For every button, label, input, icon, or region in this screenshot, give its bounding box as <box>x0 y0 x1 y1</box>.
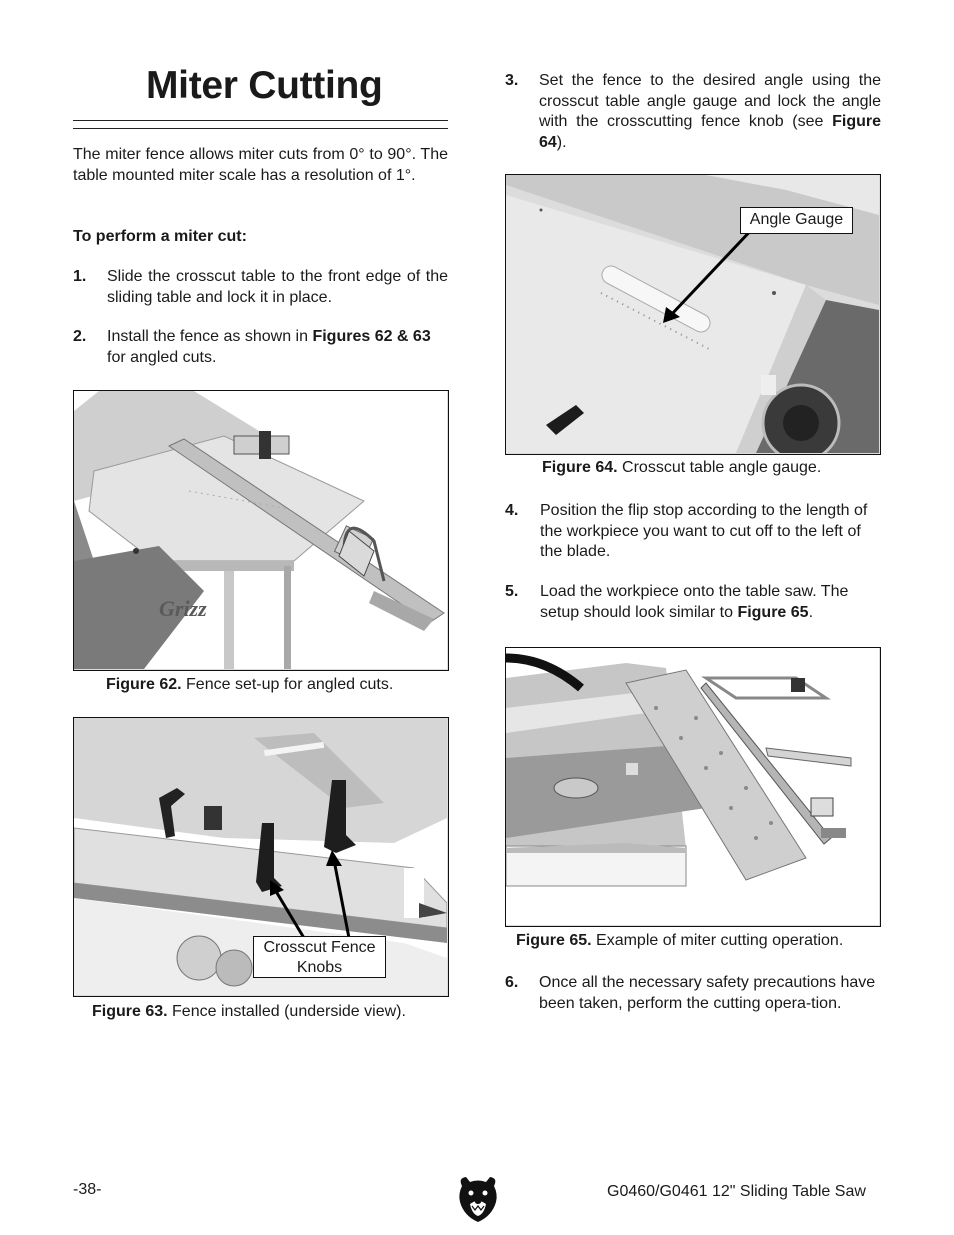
step-text: Load the workpiece onto the table saw. The setup should look similar to Figure 65. <box>540 583 849 621</box>
figure-reference: Figure 65 <box>737 603 809 621</box>
step-text: Install the fence as shown in Figures 62 & 63 for angled cuts. <box>107 328 431 366</box>
brand-lettering: Grizz <box>159 596 207 621</box>
step-number: 5. <box>505 583 519 600</box>
step-text: Position the flip stop according to the length of the workpiece you want to cut off to the left of the blade. <box>540 502 868 560</box>
step-number: 6. <box>505 974 519 991</box>
figure-64-caption: Figure 64. Crosscut table angle gauge. <box>542 459 822 476</box>
figure-62-photo <box>73 390 449 671</box>
step-number: 3. <box>505 72 519 89</box>
step-number: 2. <box>73 328 87 345</box>
step-number: 4. <box>505 502 519 519</box>
manual-model-name: G0460/G0461 12" Sliding Table Saw <box>607 1183 866 1200</box>
grizzly-bear-logo-icon <box>458 1176 498 1222</box>
figure-65-caption: Figure 65. Example of miter cutting operation. <box>516 932 844 949</box>
title-rule-top <box>73 120 448 121</box>
figure-reference: Figures 62 & 63 <box>312 328 431 345</box>
crosscut-fence-knobs-callout: Crosscut Fence Knobs <box>253 936 386 978</box>
figure-62-caption: Figure 62. Fence set-up for angled cuts. <box>106 676 394 693</box>
step-text: Slide the crosscut table to the front edge of the sliding table and lock it in place. <box>107 268 448 306</box>
page-title: Miter Cutting <box>146 64 383 107</box>
figure-63-caption: Figure 63. Fence installed (underside view). <box>92 1003 406 1020</box>
title-rule-bottom <box>73 128 448 129</box>
page-number: -38- <box>73 1181 102 1198</box>
figure-65-photo <box>505 647 881 927</box>
step-number: 1. <box>73 268 87 285</box>
step-text: Set the fence to the desired angle using the crosscut table angle gauge and lock the angle with the crosscutting fence knob (see Figure 64). <box>539 72 881 151</box>
procedure-heading: To perform a miter cut: <box>73 228 247 245</box>
intro-paragraph: The miter fence allows miter cuts from 0° to 90°. The table mounted miter scale has a resolution of 1°. <box>73 146 448 184</box>
step-text: Once all the necessary safety precautions have been taken, perform the cutting opera-tion. <box>539 974 876 1012</box>
figure-reference: Figure 64 <box>539 113 881 151</box>
angle-gauge-callout: Angle Gauge <box>740 207 853 234</box>
